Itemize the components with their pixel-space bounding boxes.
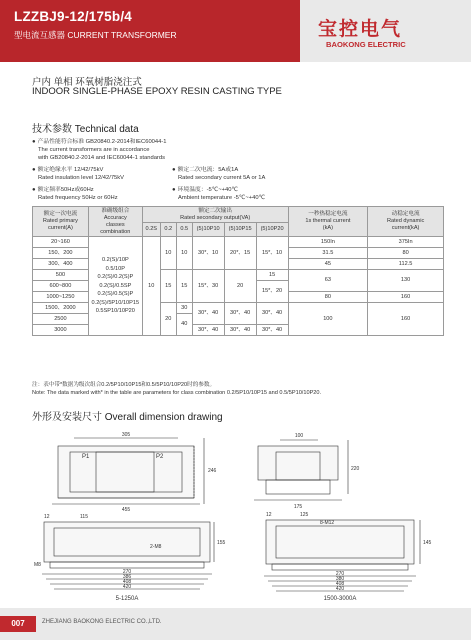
header-dynamic: 动稳定电流 Rated dynamic current(kA) — [368, 207, 444, 237]
table-cell: 20~160 — [33, 237, 89, 248]
table-cell: 30*、10 — [192, 237, 224, 270]
header-output: 额定二次输出 Rated secondary output(VA) — [142, 207, 288, 223]
brand-logo-en: BAOKONG ELECTRIC — [326, 40, 406, 49]
table-cell: 15 — [176, 270, 192, 303]
table-cell: 30 — [176, 303, 192, 314]
table-cell: 15*、20 — [256, 281, 288, 303]
table-cell: 30*、40 — [256, 303, 288, 325]
table-cell: 2500 — [33, 314, 89, 325]
bullet-standard: ● 产品性能符合标准 GB20840.2-2014和IEC60044-1 The current transformers are in accordance with GB20840.2-2014 and IEC60044-1 standards — [32, 139, 167, 161]
drawing-title: 外形及安装尺寸 Overall dimension drawing — [32, 412, 223, 423]
table-cell: 160 — [368, 292, 444, 303]
caption-1500-3000a: 1500-3000A — [323, 596, 357, 602]
dim-front-top: 305 — [121, 432, 131, 438]
page-header — [0, 0, 471, 62]
table-cell: 45 — [288, 259, 368, 270]
table-cell: 30*、40 — [192, 303, 224, 325]
dim-side-bottom: 175 — [293, 504, 303, 510]
dim-front-bottom: 455 — [121, 507, 131, 513]
table-cell: 80 — [368, 248, 444, 259]
brand-logo-cn: 宝控电气 — [318, 19, 403, 40]
table-cell: 100 — [288, 303, 368, 336]
table-cell: 3000 — [33, 325, 89, 336]
terminal-p2-label: P2 — [156, 454, 164, 460]
table-cell: 30*、40 — [256, 325, 288, 336]
dim-b2-d3: 145 — [423, 540, 432, 546]
spec-table — [32, 206, 444, 336]
page-number: 007 — [0, 616, 36, 632]
col-10p15: (5)10P15 — [224, 223, 256, 237]
col-10p20: (5)10P20 — [256, 223, 288, 237]
bullet-secondary-current: ● 额定二次电流：5A或1A Rated secondary current 5A or 1A — [172, 167, 266, 181]
product-model: LZZBJ9-12/175b/4 — [14, 9, 132, 24]
col-02s: 0.2S — [142, 223, 160, 237]
col-05: 0.5 — [176, 223, 192, 237]
product-subtitle: 型电流互感器 CURRENT TRANSFORMER — [14, 30, 177, 40]
product-heading-en: INDOOR SINGLE-PHASE EPOXY RESIN CASTING TYPE — [32, 86, 282, 97]
page-footer — [0, 608, 471, 640]
table-cell: 1500、2000 — [33, 303, 89, 314]
table-cell: 1000~1250 — [33, 292, 89, 303]
dim-b2-d4: 8-M12 — [320, 520, 335, 526]
dim-front-height: 246 — [208, 468, 217, 474]
dim-b2-d7: 408 — [335, 581, 345, 587]
dim-b1-d7: 408 — [122, 579, 132, 585]
dim-side-top: 100 — [294, 433, 304, 439]
dim-b2-d1: 12 — [266, 512, 272, 518]
tech-data-title: 技术参数 Technical data — [32, 124, 139, 135]
table-cell: 30*、40 — [224, 303, 256, 325]
caption-5-1250a: 5-1250A — [115, 596, 139, 602]
table-note: 注：表中带*数据为级次组合0.2/5P10/10P15和0.5/5P10/10P20时的参数。 Note: The data marked with* in the table are parameters for class combination 0.2/5P10/10P15 and 0.5/5P10/10P20. — [32, 382, 322, 396]
dim-b1-d1: 12 — [44, 514, 50, 520]
dim-b1-d4: 2-M8 — [150, 544, 162, 550]
col-02: 0.2 — [160, 223, 176, 237]
table-cell: 300、400 — [33, 259, 89, 270]
dim-b1-d3: 155 — [217, 540, 226, 546]
dim-b2-d2: 125 — [300, 512, 309, 518]
table-cell: 63 — [288, 270, 368, 292]
table-cell: 20 — [224, 270, 256, 303]
header-thermal: 一秒热稳定电流 1s thermal current (kA) — [288, 207, 368, 237]
table-cell: 31.5 — [288, 248, 368, 259]
dimension-drawing — [32, 424, 444, 604]
dim-b1-d6: 386 — [122, 574, 132, 580]
table-cell: 40 — [176, 314, 192, 336]
dim-b1-d8: 420 — [122, 584, 132, 590]
table-cell: 150、200 — [33, 248, 89, 259]
front-view — [52, 438, 204, 504]
table-cell: 80 — [288, 292, 368, 303]
table-cell: 600~800 — [33, 281, 89, 292]
dim-b2-d8: 420 — [335, 586, 345, 592]
table-cell: 150In — [288, 237, 368, 248]
terminal-p1-label: P1 — [82, 454, 90, 460]
dim-b2-d5: 270 — [335, 571, 345, 577]
col-10p10: (5)10P10 — [192, 223, 224, 237]
company-name: ZHEJIANG BAOKONG ELECTRIC CO.,LTD. — [42, 619, 162, 625]
table-cell: 15*、10 — [256, 237, 288, 270]
header-accuracy: 准确级组合 Accuracy classes combination — [88, 207, 142, 237]
table-cell: 10 — [142, 237, 160, 336]
table-cell: 0.2(S)/10P 0.5/10P 0.2(S)/0.2(S)P 0.2(S)/0.5SP 0.2(S)/0.5(S)P 0.2(S)/5P10/10P15 0.5SP10/10P20 — [88, 237, 142, 336]
table-cell: 15*、30 — [192, 270, 224, 303]
table-cell: 10 — [176, 237, 192, 270]
product-heading-cn: 户内 单相 环氧树脂浇注式 — [32, 77, 142, 88]
bullet-ambient: ● 环境温度：-5℃~+40℃ Ambient temperature -5℃~+40℃ — [172, 187, 266, 201]
dim-side-height: 220 — [351, 466, 360, 472]
table-cell: 30*、40 — [192, 325, 224, 336]
table-cell: 20*、15 — [224, 237, 256, 270]
table-cell: 112.5 — [368, 259, 444, 270]
side-view — [254, 440, 348, 500]
bullet-insulation: ● 额定绝缘水平 12/42/75kV Rated insulation level 12/42/75kV — [32, 167, 125, 181]
table-cell: 375In — [368, 237, 444, 248]
dim-b1-d2: 115 — [80, 514, 88, 520]
table-cell: 10 — [160, 237, 176, 270]
table-cell: 15 — [160, 270, 176, 303]
header-primary: 额定一次电流 Rated primary current(A) — [33, 207, 89, 237]
table-cell: 15 — [256, 270, 288, 281]
dim-b1-d5: 270 — [122, 569, 132, 575]
table-cell: 500 — [33, 270, 89, 281]
table-cell: 20 — [160, 303, 176, 336]
bullet-frequency: ● 额定频率50Hz或60Hz Rated frequency 50Hz or 60Hz — [32, 187, 118, 201]
dim-b1-d9: M8 — [34, 562, 41, 568]
dim-b2-d6: 380 — [335, 576, 345, 582]
table-cell: 30*、40 — [224, 325, 256, 336]
table-cell: 130 — [368, 270, 444, 292]
table-cell: 160 — [368, 303, 444, 336]
